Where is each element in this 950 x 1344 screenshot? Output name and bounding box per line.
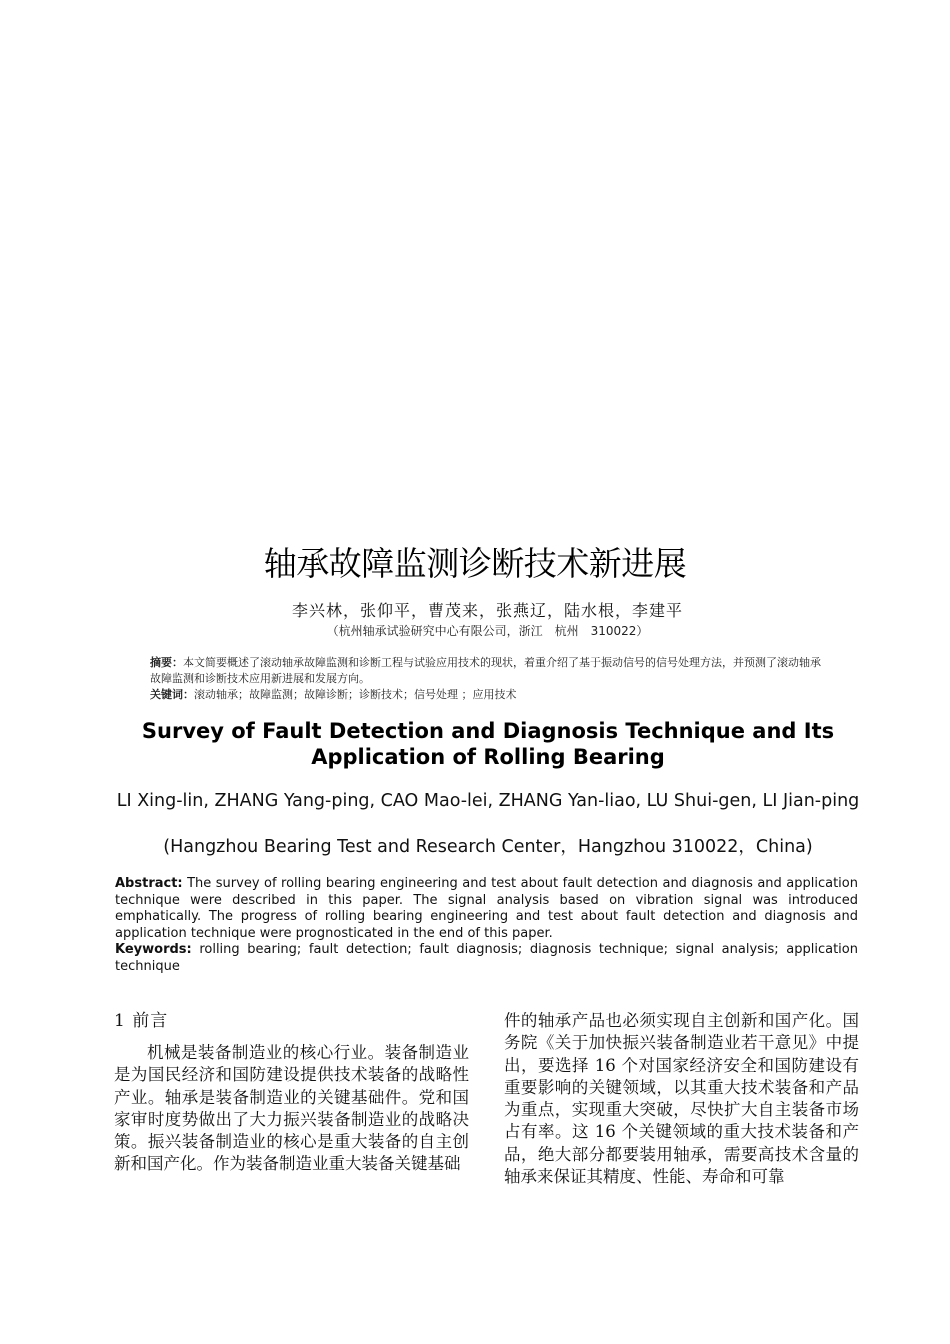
affiliation-chinese: （杭州轴承试验研究中心有限公司，浙江 杭州 310022） [326,624,649,638]
authors-chinese: 李兴林，张仰平，曹茂来，张燕辽，陆水根，李建平 [291,601,683,620]
abstract-chinese [150,655,830,687]
body-paragraph-right: 件的轴承产品也必须实现自主创新和国产化。国务院《关于加快振兴装备制造业若干意见》中提出，要选择 16 个对国家经济安全和国防建设有重要影响的关键领域，以其重大技术装备和产品为重点，实现重大突破，尽快扩大自主装备市场占有率。这 16 个关键领域的重大技术装备和产品，绝大部分都要装用轴承，需要高技术含量的轴承来保证其精度、性能、寿命和可靠 [504,1011,859,1187]
title-english: Survey of Fault Detection and Diagnosis Technique and Its Application of Rolling Bearing [141,719,835,769]
keywords-chinese [150,687,830,703]
abstract-english-text: The survey of rolling bearing engineering and test about fault detection and diagnosis and application technique were described in this paper. The signal analysis based on vibration signal was introduced emphatically. The progress of rolling bearing engineering and test about fault detection and diagnosis and application technique were prognosticated in the end of this paper. [115,876,858,941]
abstract-chinese-block [150,655,830,703]
keywords-english-label: Keywords: [115,942,192,958]
abstract-english-label: Abstract: [115,876,183,891]
abstract-english-block [115,876,858,976]
body-paragraph-left: 机械是装备制造业的核心行业。装备制造业是为国民经济和国防建设提供技术装备的战略性产业。轴承是装备制造业的关键基础件。党和国家审时度势做出了大力振兴装备制造业的战略决策。振兴装备制造业的核心是重大装备的自主创新和国产化。作为装备制造业重大装备关键基础 [114,1043,469,1174]
body-column-left [114,1010,469,1176]
abstract-english [115,876,858,942]
affiliation-english: (Hangzhou Bearing Test and Research Center，Hangzhou 310022，China) [163,837,813,857]
body-column-right [504,1010,859,1188]
keywords-chinese-label: 关键词： [150,688,194,701]
keywords-english [115,942,858,975]
authors-english: LI Xing-lin, ZHANG Yang-ping, CAO Mao-lei, ZHANG Yan-liao, LU Shui-gen, LI Jian-ping [116,791,860,811]
title-chinese: 轴承故障监测诊断技术新进展 [263,544,687,583]
keywords-chinese-text: 滚动轴承；故障监测；故障诊断；诊断技术；信号处理 ；应用技术 [194,688,517,701]
section-heading: 1 前言 [114,1011,169,1031]
abstract-chinese-label: 摘要： [150,656,183,669]
abstract-chinese-text: 本文简要概述了滚动轴承故障监测和诊断工程与试验应用技术的现状，着重介绍了基于振动信号的信号处理方法，并预测了滚动轴承故障监测和诊断技术应用新进展和发展方向。 [150,656,821,685]
keywords-english-text: rolling bearing; fault detection; fault diagnosis; diagnosis technique; signal analysis; application technique [115,942,858,974]
